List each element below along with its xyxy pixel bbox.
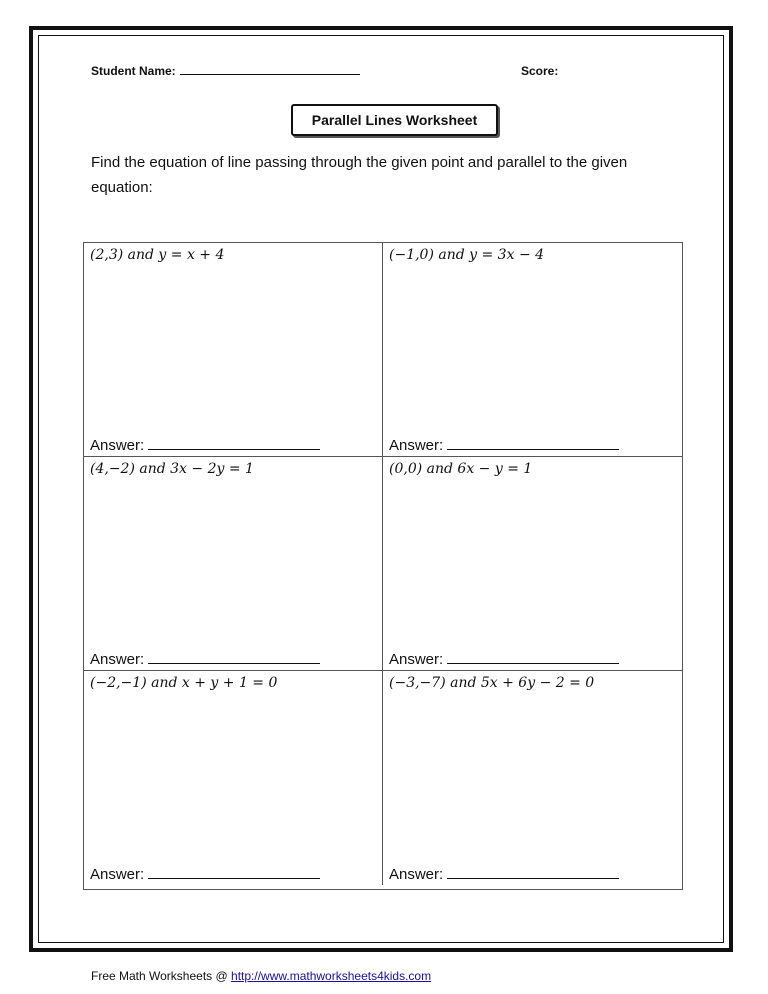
worksheet-header: [91, 64, 691, 80]
answer-row: [90, 866, 320, 883]
problem-text: (2,3) and y = x + 4: [90, 247, 225, 263]
answer-blank: [148, 651, 320, 664]
worksheet-title-text: Parallel Lines Worksheet: [311, 112, 478, 128]
answer-row: [389, 437, 619, 454]
problem-text: (4,−2) and 3x − 2y = 1: [90, 461, 254, 477]
answer-label: Answer:: [90, 866, 145, 883]
problem-cell-1: [84, 243, 383, 457]
answer-label: Answer:: [389, 651, 444, 668]
problem-text: (−1,0) and y = 3x − 4: [389, 247, 545, 263]
answer-label: Answer:: [90, 437, 145, 454]
answer-blank: [447, 866, 619, 879]
student-name-field: [91, 64, 360, 78]
score-label: Score:: [521, 64, 559, 78]
student-name-blank: [180, 64, 360, 75]
problem-grid: [83, 242, 683, 890]
problem-cell-2: [383, 243, 682, 457]
instructions: Find the equation of line passing through the given point and parallel to the given equation:: [91, 154, 628, 196]
answer-row: [389, 651, 619, 668]
answer-blank: [148, 866, 320, 879]
answer-blank: [148, 437, 320, 450]
answer-row: [389, 866, 619, 883]
answer-row: [90, 437, 320, 454]
problem-cell-6: [383, 671, 682, 885]
problem-text: (−2,−1) and x + y + 1 = 0: [90, 675, 278, 691]
problem-text: (0,0) and 6x − y = 1: [389, 461, 533, 477]
answer-label: Answer:: [90, 651, 145, 668]
footer-text: Free Math Worksheets @: [91, 969, 232, 983]
footer: [91, 969, 431, 983]
footer-link[interactable]: http://www.mathworksheets4kids.com: [231, 969, 432, 983]
worksheet-title: [291, 104, 498, 136]
answer-blank: [447, 437, 619, 450]
problem-cell-5: [84, 671, 383, 885]
answer-label: Answer:: [389, 866, 444, 883]
problem-text: (−3,−7) and 5x + 6y − 2 = 0: [389, 675, 595, 691]
answer-label: Answer:: [389, 437, 444, 454]
answer-blank: [447, 651, 619, 664]
answer-row: [90, 651, 320, 668]
score-field: [521, 64, 558, 78]
student-name-label: Student Name:: [91, 64, 176, 78]
problem-cell-3: [84, 457, 383, 671]
problem-cell-4: [383, 457, 682, 671]
